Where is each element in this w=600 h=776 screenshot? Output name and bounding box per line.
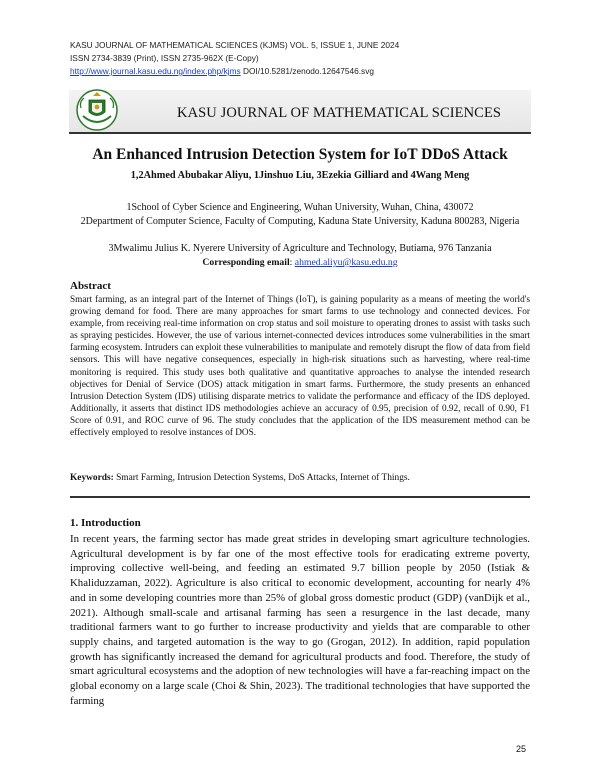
kasu-crest-icon [75,88,119,132]
journal-banner [69,90,531,134]
issn-line: ISSN 2734-3839 (Print), ISSN 2735-962X (E-Copy) [70,53,259,63]
paper-title: An Enhanced Intrusion Detection System for IoT DDoS Attack [92,146,508,163]
banner-journal-title: KASU JOURNAL OF MATHEMATICAL SCIENCES [177,105,502,121]
keywords-label: Keywords: [70,473,114,483]
author-list: 1,2Ahmed Abubakar Aliyu, 1Jinshuo Liu, 3Ezekia Gilliard and 4Wang Meng [130,170,470,181]
corresponding-email-link[interactable]: ahmed.aliyu@kasu.edu.ng [294,257,398,268]
corresponding-label: Corresponding email [202,257,290,268]
journal-header-line: KASU JOURNAL OF MATHEMATICAL SCIENCES (KJMS) VOL. 5, ISSUE 1, JUNE 2024 [70,40,400,50]
journal-url-link[interactable]: http://www.journal.kasu.edu.ng/index.php/kjms [70,66,241,76]
keywords-line [70,473,410,483]
abstract-body: Smart farming, as an integral part of the Internet of Things (IoT), is gaining popularity as a means of meeting the world's growing demand for food. There are many approaches for smart farms to use technology and connected devices. For example, from receiving real-time information on crop status and soil moisture to operating drones to assist with tasks such as spraying pesticides. However, the use of various internet-connected devices introduces some vulnerabilities in the smart farming ecosystem. Intruders can exploit these vulnerabilities to manipulate and remotely disrupt the flow of data from field sensors. This will have negative consequences, especially in high-risk situations such as harvesting, where real-time monitoring is required. This study uses both qualitative and quantitative approaches to analyse the intended research objectives for Denial of Service (DOS) attack mitigation in smart farms. Furthermore, the study presents an enhanced Intrusion Detection System (IDS) utilising disparate metrics to validate the performance and efficacy of the IDS deployed. Additionally, it asserts that distinct IDS methodologies achieve an accuracy of 0.95, precision of 0.92, recall of 0.90, F1 Score of 0.91, and ROC curve of 96. The study concludes that the application of the IDS measurement method can be effectively employed to resolve instances of DOS. [70,295,530,439]
affiliation-3: 3Mwalimu Julius K. Nyerere University of Agriculture and Technology, Butiama, 976 Tanzania [108,243,492,254]
corresponding-email-line: Corresponding email: ahmed.aliyu@kasu.edu.ng [202,257,398,268]
affiliation-1: 1School of Cyber Science and Engineering, Wuhan University, Wuhan, China, 430072 [126,202,474,213]
section-divider [70,496,530,498]
affiliation-2: 2Department of Computer Science, Faculty of Computing, Kaduna State University, Kaduna 800283, Nigeria [80,216,520,227]
page-number: 25 [516,744,527,754]
keywords-text: Smart Farming, Intrusion Detection Systems, DoS Attacks, Internet of Things. [113,473,410,483]
introduction-heading: 1. Introduction [70,517,141,529]
doi-text: DOI/10.5281/zenodo.12647546.svg [240,66,374,76]
abstract-heading: Abstract [70,280,111,292]
introduction-body: In recent years, the farming sector has made great strides in developing smart agriculture technologies. Agricultural development is by far one of the most effective tools for eradicating extreme poverty, improving collective well-being, and feeding an estimated 9.7 billion people by 2050 (Istiak & Khaliduzzaman, 2022). Agriculture is also critical to economic development, accounting for nearly 4% and in some developing countries more than 25% of global gross domestic product (GDP) (vanDijk et al., 2021). Although small-scale and artisanal farming has seen a resurgence in the last decade, many traditional farmers want to go further to increase productivity and yields that are comparable to other supply chains, and targeted automation is the way to go (Grogan, 2012). In addition, rapid population growth has significantly increased the demand for agricultural products and food. Therefore, the study of smart agricultural ecosystems and the adoption of new technologies will have a far-reaching impact on the global economy on a large scale (Choi & Shin, 2023). The traditional technologies that have supported the farming [70,533,530,707]
url-doi-line [70,66,374,76]
